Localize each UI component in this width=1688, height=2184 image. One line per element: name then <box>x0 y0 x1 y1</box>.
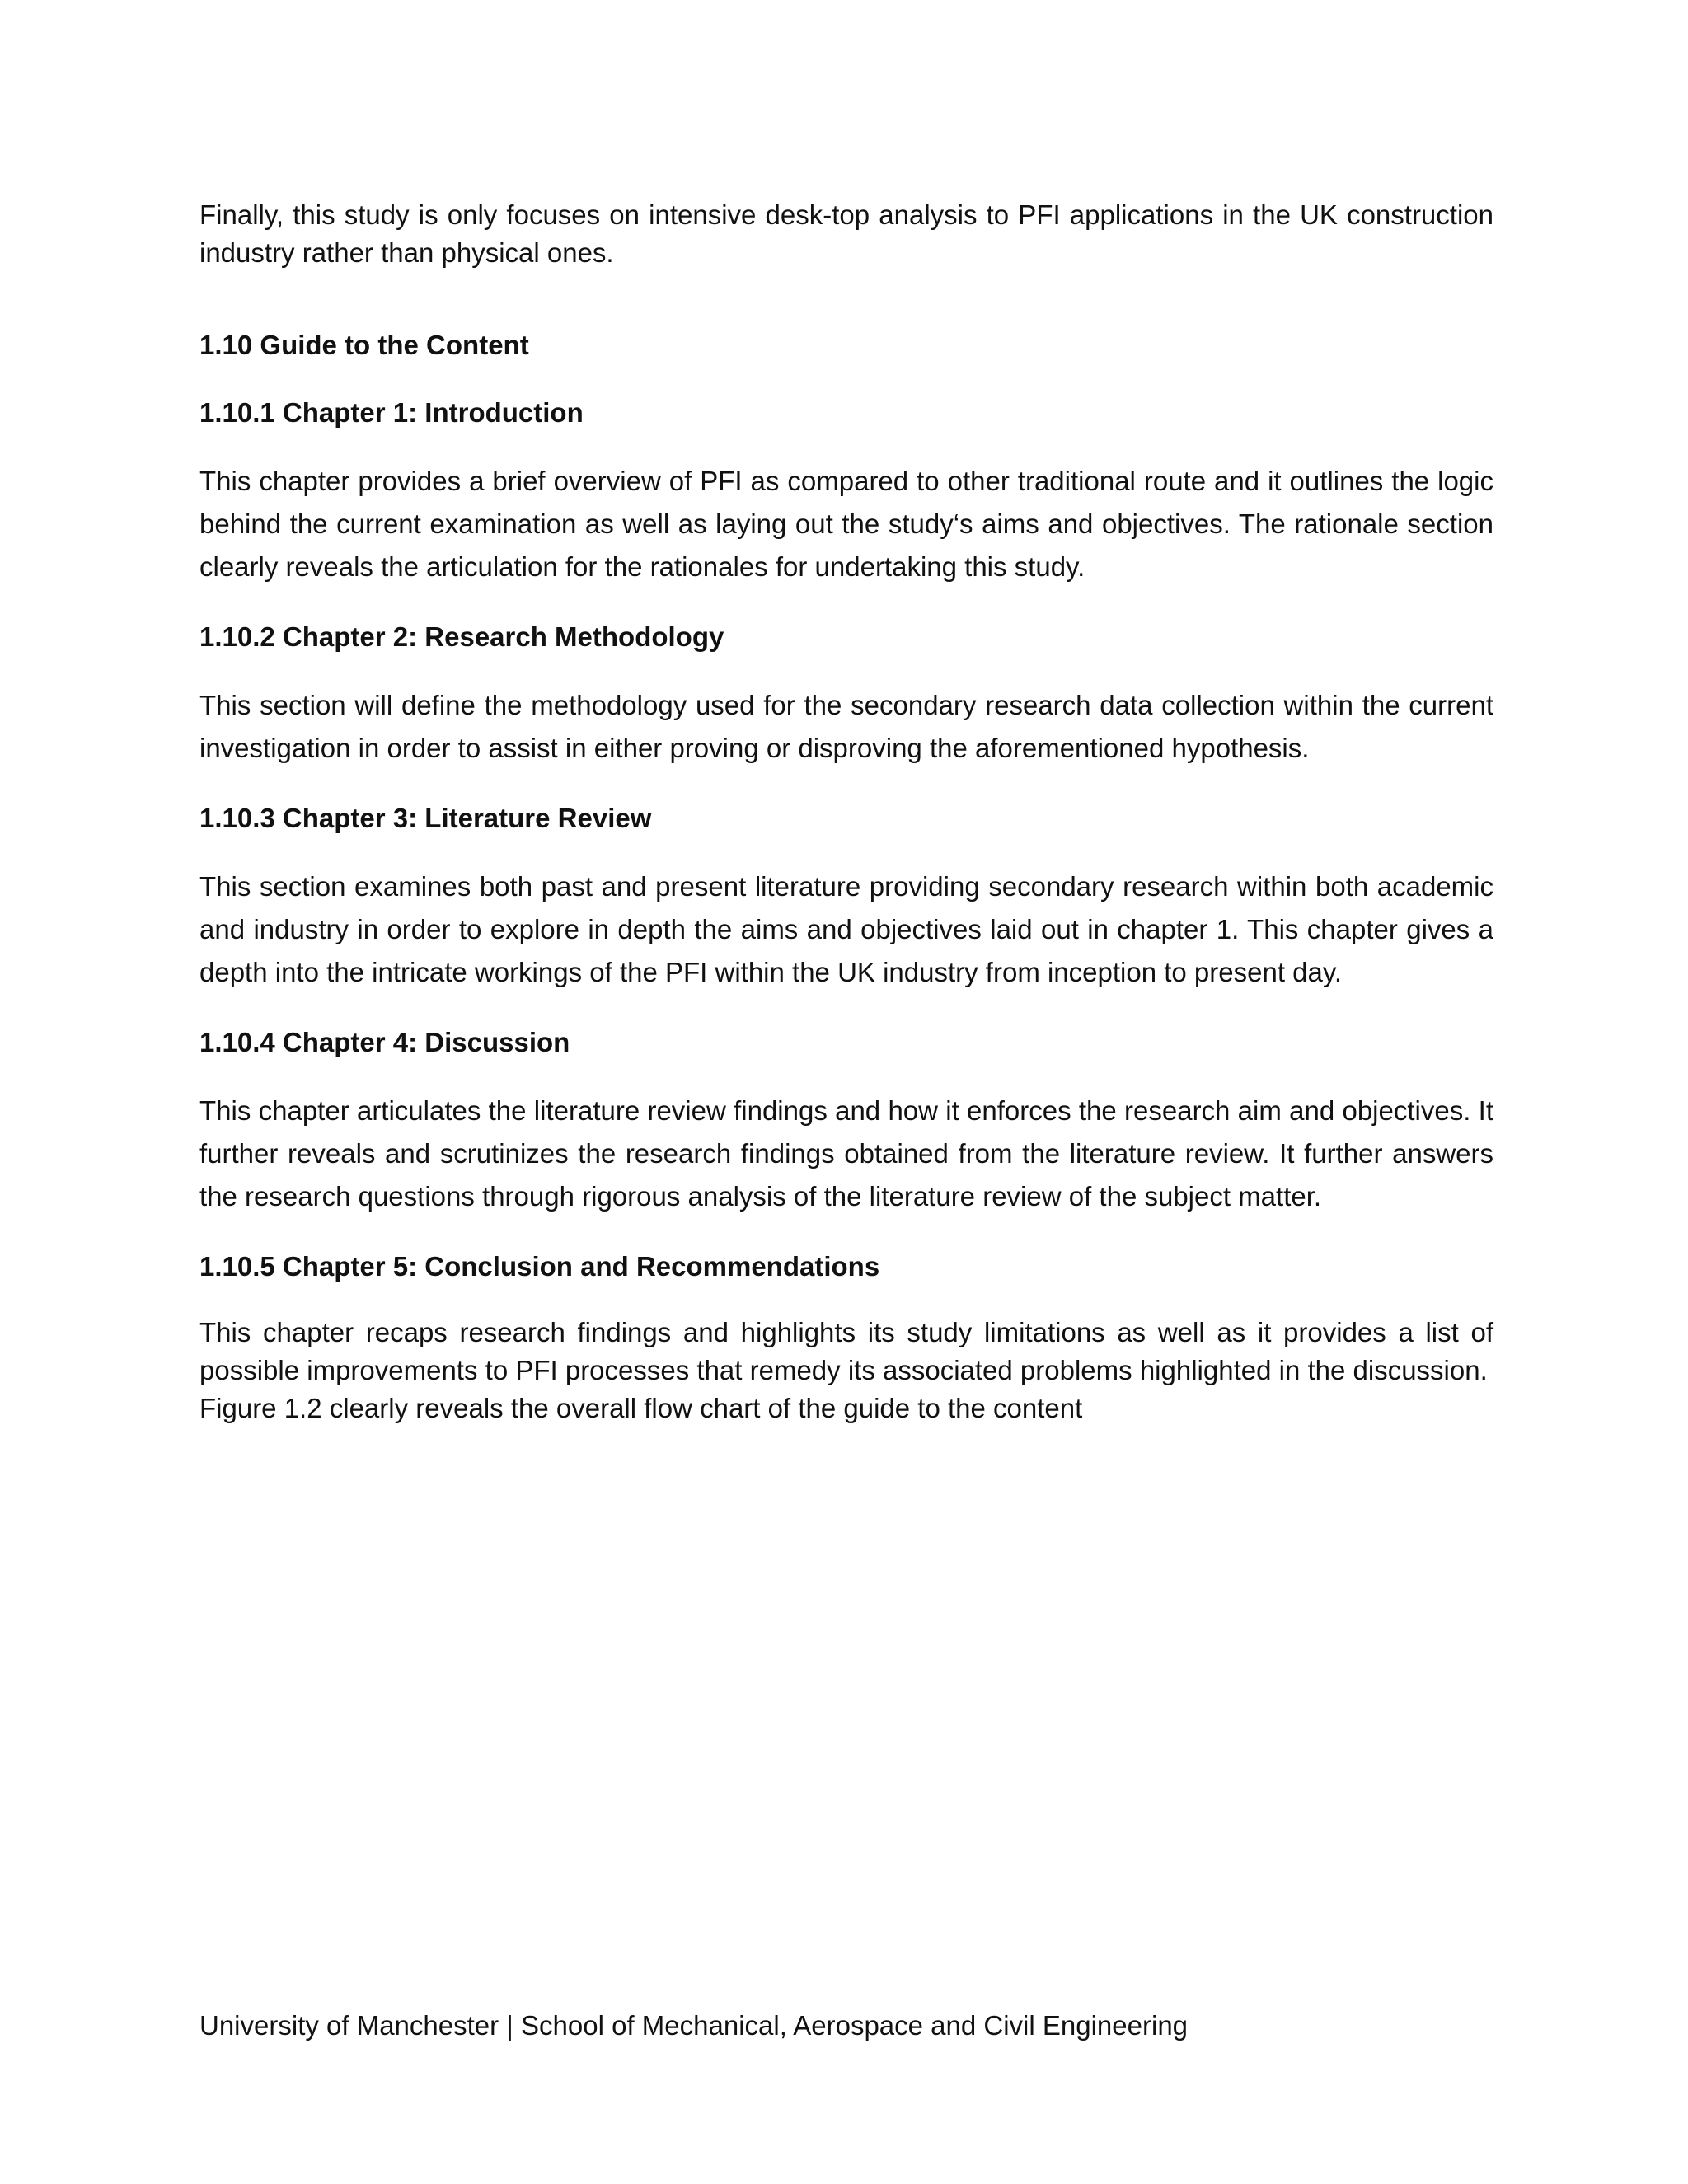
chapter-1-text: This chapter provides a brief overview of PFI as compared to other traditional route and it outlines the logic behind the current examination as well as laying out the study‘s aims and objectives. The rationale section clearly reveals the articulation for the rationales for undertaking this study. <box>199 466 1493 582</box>
chapter-5-heading: 1.10.5 Chapter 5: Conclusion and Recommendations <box>199 1251 880 1282</box>
chapter-4-heading: 1.10.4 Chapter 4: Discussion <box>199 1027 570 1057</box>
intro-paragraph: Finally, this study is only focuses on intensive desk-top analysis to PFI applications in the UK construction industry rather than physical ones. <box>199 199 1493 268</box>
chapter-1-heading: 1.10.1 Chapter 1: Introduction <box>199 397 584 428</box>
chapter-4-text: This chapter articulates the literature review findings and how it enforces the research aim and objectives. It further reveals and scrutinizes the research findings obtained from the literature review. It further answers the research questions through rigorous analysis of the literature review of the subject matter. <box>199 1095 1493 1212</box>
figure-note: Figure 1.2 clearly reveals the overall flow chart of the guide to the content <box>199 1393 1083 1423</box>
chapter-3-text: This section examines both past and present literature providing secondary research within both academic and industry in order to explore in depth the aims and objectives laid out in chapter 1. This chapter gives a depth into the intricate workings of the PFI within the UK industry from inception to present day. <box>199 871 1493 987</box>
chapter-3-heading: 1.10.3 Chapter 3: Literature Review <box>199 803 652 833</box>
section-heading: 1.10 Guide to the Content <box>199 330 529 360</box>
chapter-2-text: This section will define the methodology used for the secondary research data collection within the current investigation in order to assist in either proving or disproving the aforementioned hypothesis. <box>199 690 1493 763</box>
chapter-5-text: This chapter recaps research findings and highlights its study limitations as well as it provides a list of possible improvements to PFI processes that remedy its associated problems highlighted in the discussion. <box>199 1317 1493 1385</box>
chapter-2-heading: 1.10.2 Chapter 2: Research Methodology <box>199 621 724 652</box>
page-footer: University of Manchester | School of Mechanical, Aerospace and Civil Engineering <box>199 2010 1189 2041</box>
page-content <box>199 196 1493 1427</box>
